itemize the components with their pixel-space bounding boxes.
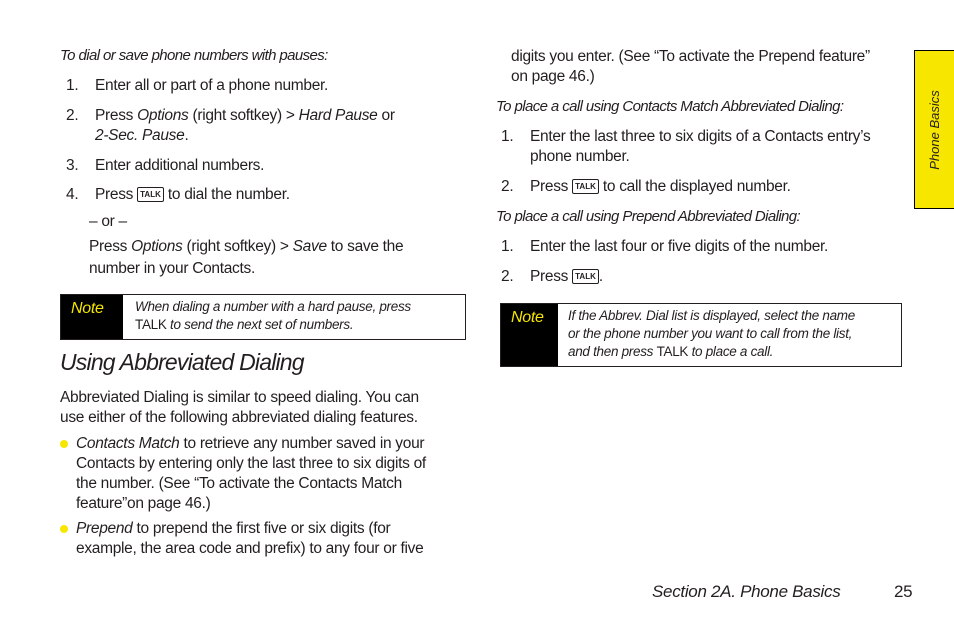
- prepend-subhead: To place a call using Prepend Abbreviated Dialing:: [496, 208, 801, 225]
- contacts-match-term: Contacts Match: [76, 435, 180, 452]
- talk-key-label: TALK: [135, 317, 167, 332]
- contacts-match-subhead: To place a call using Contacts Match Abbreviated Dialing:: [496, 98, 844, 115]
- talk-key-icon: TALK: [572, 179, 599, 194]
- prepend-continuation: digits you enter. (See “To activate the Prepend feature” on page 46.): [511, 48, 870, 85]
- two-sec-pause-option: 2-Sec. Pause: [95, 127, 185, 144]
- options-softkey: Options: [131, 238, 183, 255]
- bullet-dot-icon: [60, 440, 68, 448]
- save-instruction: Press Options (right softkey) > Save to save the number in your Contacts.: [89, 238, 404, 277]
- save-option: Save: [292, 238, 327, 255]
- chapter-side-tab-label: Phone Basics: [926, 89, 942, 170]
- intro-paragraph: Abbreviated Dialing is similar to speed dialing. You can use either of the following abbreviated dialing features.: [60, 389, 419, 426]
- section-heading: Using Abbreviated Dialing: [60, 349, 304, 375]
- bullet-dot-icon: [60, 525, 68, 533]
- prepend-term: Prepend: [76, 520, 133, 537]
- note-label: Note: [61, 295, 123, 339]
- footer-section-title: Section 2A. Phone Basics: [652, 582, 841, 601]
- note-label: Note: [501, 304, 558, 366]
- talk-key-label: TALK: [656, 344, 689, 359]
- note-box-hard-pause: [60, 294, 466, 340]
- page-number: 25: [894, 582, 913, 601]
- pauses-subhead: To dial or save phone numbers with pauses:: [60, 47, 328, 64]
- hard-pause-option: Hard Pause: [298, 107, 378, 124]
- options-softkey: Options: [137, 107, 189, 124]
- chapter-side-tab: [914, 50, 954, 209]
- note-text: If the Abbrev. Dial list is displayed, select the name or the phone number you want to call from the list, and then press TALK to place a call.: [568, 308, 855, 359]
- note-box-abbrev-list: [500, 303, 902, 367]
- or-separator: – or –: [89, 213, 127, 230]
- talk-key-icon: TALK: [137, 187, 164, 202]
- talk-key-icon: TALK: [572, 269, 599, 284]
- note-text: When dialing a number with a hard pause, press TALK to send the next set of numbers.: [135, 299, 411, 332]
